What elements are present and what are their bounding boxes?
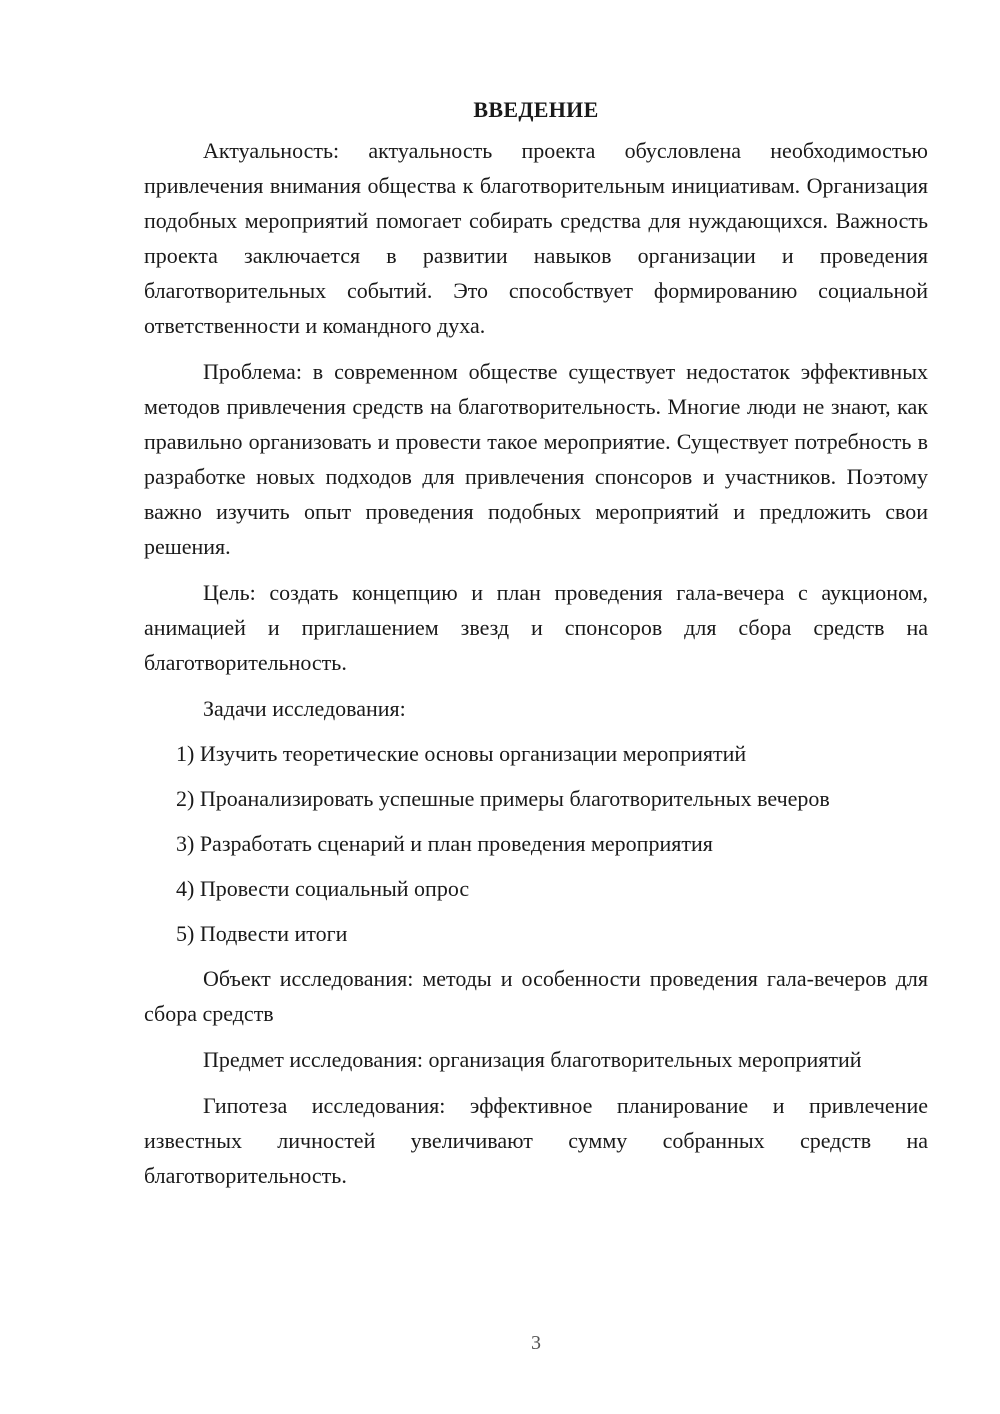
list-item: 3) Разработать сценарий и план проведения мероприятия xyxy=(176,831,713,856)
page-content xyxy=(144,92,928,1204)
tasks-list xyxy=(144,736,928,951)
relevance-paragraph: Актуальность: актуальность проекта обусловлена необходимостью привлечения внимания общества к благотворительным инициативам. Организация подобных мероприятий помогает собирать средства для нуждающихся. Важность проекта заключается в развитии навыков организации и проведения благотворительных событий. Это способствует формированию социальной ответственности и командного духа. xyxy=(144,138,928,338)
list-item: 4) Провести социальный опрос xyxy=(176,876,470,901)
list-item: 5) Подвести итоги xyxy=(176,921,348,946)
tasks-heading: Задачи исследования: xyxy=(203,696,406,721)
list-item: 2) Проанализировать успешные примеры благотворительных вечеров xyxy=(176,786,830,811)
list-item: 1) Изучить теоретические основы организации мероприятий xyxy=(176,741,747,766)
page-title: ВВЕДЕНИЕ xyxy=(473,97,599,122)
goal-paragraph: Цель: создать концепцию и план проведения гала-вечера с аукционом, анимацией и приглашением звезд и спонсоров для сбора средств на благотворительность. xyxy=(144,580,928,675)
object-paragraph: Объект исследования: методы и особенности проведения гала-вечеров для сбора средств xyxy=(144,966,928,1026)
subject-paragraph: Предмет исследования: организация благотворительных мероприятий xyxy=(203,1047,862,1072)
hypothesis-paragraph: Гипотеза исследования: эффективное планирование и привлечение известных личностей увеличивают сумму собранных средств на благотворительность. xyxy=(144,1093,928,1188)
problem-paragraph: Проблема: в современном обществе существует недостаток эффективных методов привлечения средств на благотворительность. Многие люди не знают, как правильно организовать и провести такое мероприятие. Существует потребность в разработке новых подходов для привлечения спонсоров и участников. Поэтому важно изучить опыт проведения подобных мероприятий и предложить свои решения. xyxy=(144,359,928,559)
page-number: 3 xyxy=(531,1332,541,1354)
